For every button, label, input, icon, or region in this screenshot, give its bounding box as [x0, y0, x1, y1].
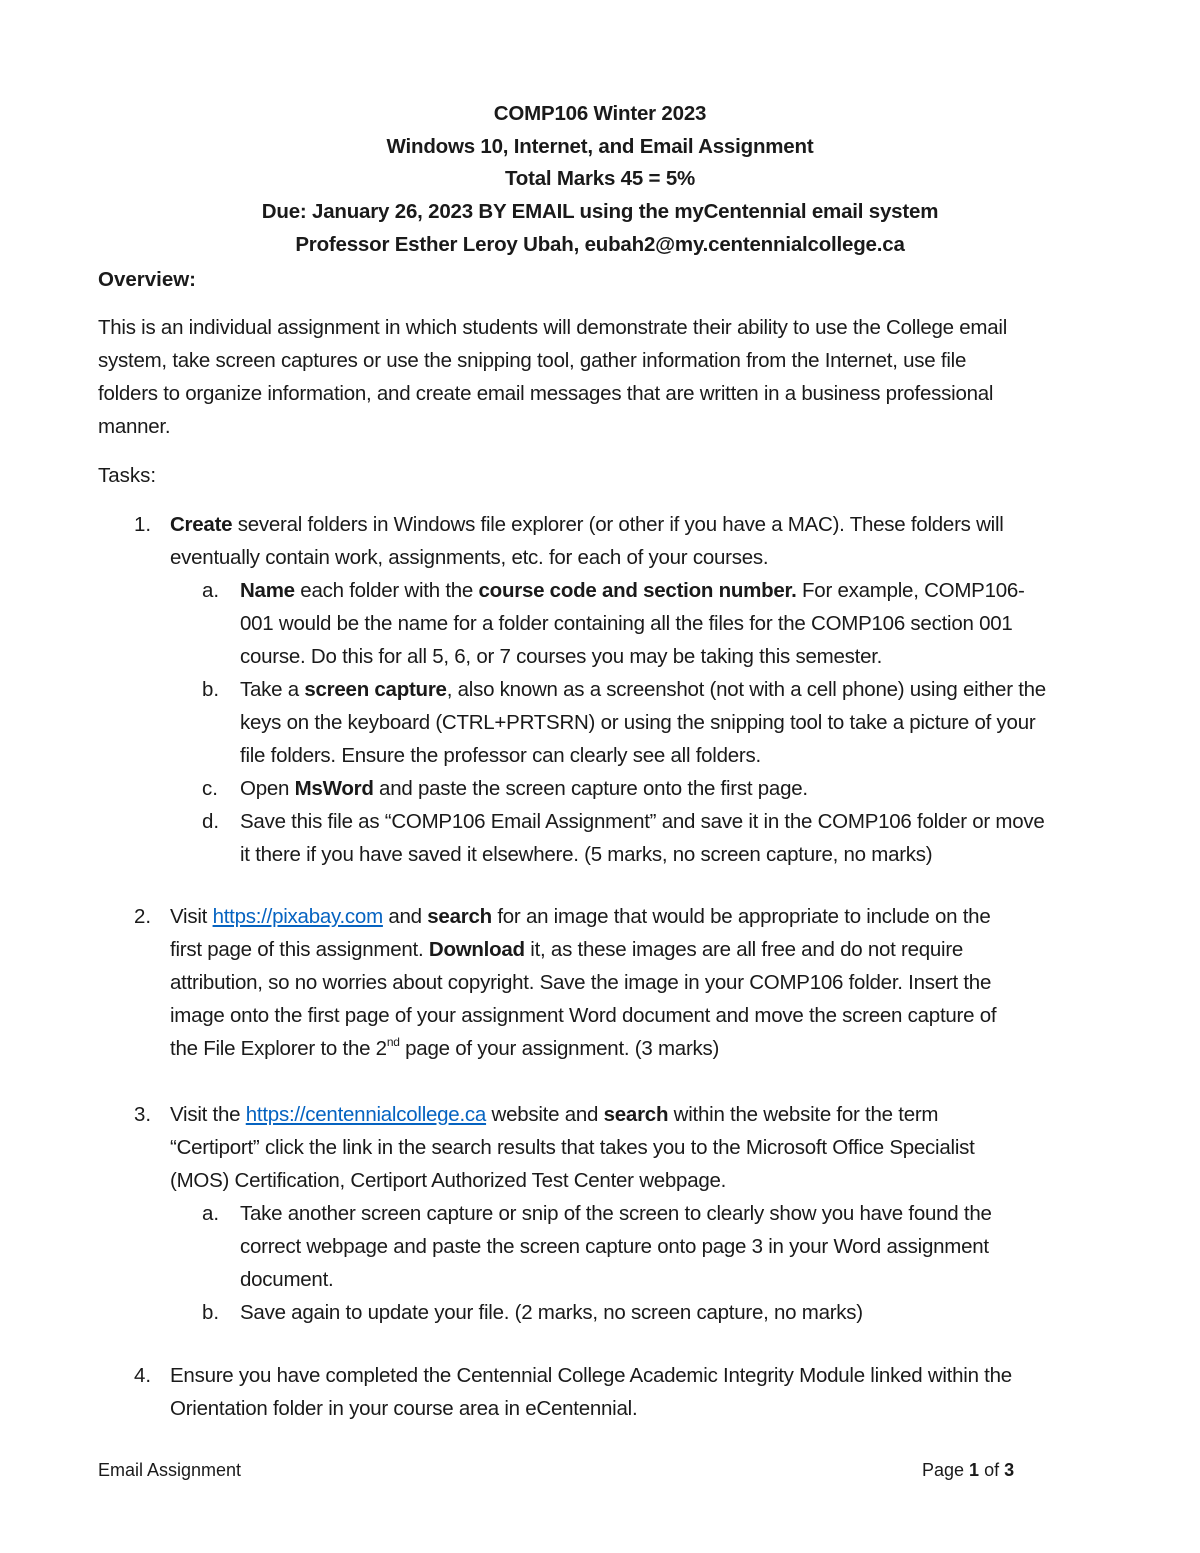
overview-line: folders to organize information, and create email messages that are written in a business professional: [98, 382, 994, 405]
assignment-title: Windows 10, Internet, and Email Assignment: [386, 134, 814, 158]
total-marks: Total Marks 45 = 5%: [504, 167, 696, 191]
task-line: 001 would be the name for a folder containing all the files for the COMP106 section 001: [240, 612, 1013, 635]
task-1a-text: [240, 574, 1025, 673]
task-line: Save this file as “COMP106 Email Assignment” and save it in the COMP106 folder or move: [240, 810, 1045, 833]
emphasis: screen capture: [304, 678, 447, 701]
task-line: Ensure you have completed the Centennial College Academic Integrity Module linked within the: [170, 1364, 1012, 1387]
centennial-link[interactable]: https://centennialcollege.ca: [245, 1103, 487, 1126]
task-line: [240, 673, 1046, 706]
current-page: 1: [969, 1460, 980, 1480]
pixabay-link[interactable]: https://pixabay.com: [212, 905, 383, 928]
overview-line: This is an individual assignment in which students will demonstrate their ability to use the College email: [98, 316, 1007, 339]
task-line: [170, 933, 996, 966]
text-run: first page of this assignment.: [170, 938, 429, 961]
task-line: attribution, so no worries about copyright. Save the image in your COMP106 folder. Insert the: [170, 971, 992, 994]
task-line: file folders. Ensure the professor can clearly see all folders.: [240, 744, 761, 767]
task-line: (MOS) Certification, Certiport Authorized Test Center webpage.: [170, 1169, 727, 1192]
task-3-number: 3.: [134, 1103, 152, 1126]
task-line: “Certiport” click the link in the search results that takes you to the Microsoft Office Specialist: [170, 1136, 975, 1159]
task-1-number: 1.: [134, 513, 152, 536]
task-line: image onto the first page of your assignment Word document and move the screen capture of: [170, 1004, 997, 1027]
task-4-text: [170, 1359, 1012, 1425]
task-3b-text: [240, 1296, 863, 1329]
text-run: , also known as a screenshot (not with a cell phone) using either the: [446, 678, 1046, 701]
task-1d-marker: d.: [202, 810, 220, 833]
task-3a-marker: a.: [202, 1202, 220, 1225]
text-run: Open: [240, 777, 295, 800]
course-title: COMP106 Winter 2023: [493, 102, 707, 125]
task-line: Take another screen capture or snip of the screen to clearly show you have found the: [240, 1202, 992, 1225]
task-line: [240, 574, 1025, 607]
task-line: [240, 772, 808, 805]
text-run: and: [382, 905, 428, 928]
task-line: Save again to update your file. (2 marks, no screen capture, no marks): [240, 1301, 863, 1324]
emphasis: search: [427, 905, 492, 928]
text-run: Page: [922, 1460, 970, 1480]
task-line: [170, 508, 1004, 541]
text-run: and paste the screen capture onto the first page.: [373, 777, 808, 800]
overview-line: system, take screen captures or use the snipping tool, gather information from the Internet, use file: [98, 349, 967, 372]
text-run: for an image that would be appropriate to include on the: [491, 905, 991, 928]
text-run: it, as these images are all free and do not require: [524, 938, 964, 961]
professor-info: Professor Esther Leroy Ubah, eubah2@my.centennialcollege.ca: [295, 232, 905, 256]
text-run: several folders in Windows file explorer (or other if you have a MAC). These folders will: [232, 513, 1004, 536]
text-run: Visit the: [170, 1103, 246, 1126]
task-1b-text: [240, 673, 1046, 772]
overview-heading: Overview:: [98, 268, 196, 291]
task-line: Orientation folder in your course area in eCentennial.: [170, 1397, 638, 1420]
text-run: the File Explorer to the 2: [170, 1037, 387, 1060]
task-line: [170, 900, 996, 933]
task-line: keys on the keyboard (CTRL+PRTSRN) or using the snipping tool to take a picture of your: [240, 711, 1036, 734]
task-line: eventually contain work, assignments, etc. for each of your courses.: [170, 546, 769, 569]
footer-title: Email Assignment: [98, 1460, 242, 1480]
superscript: nd: [386, 1035, 400, 1049]
task-line: document.: [240, 1268, 334, 1291]
emphasis: Name: [240, 579, 295, 602]
text-run: Visit: [170, 905, 213, 928]
task-1a-marker: a.: [202, 579, 220, 602]
text-run: For example, COMP106-: [796, 579, 1025, 602]
overview-line: manner.: [98, 415, 171, 438]
emphasis: Download: [428, 938, 525, 961]
emphasis: search: [603, 1103, 669, 1126]
task-line: it there if you have saved it elsewhere. (5 marks, no screen capture, no marks): [240, 843, 933, 866]
task-4-number: 4.: [134, 1364, 152, 1387]
task-3a-text: [240, 1197, 992, 1296]
tasks-heading: Tasks:: [98, 464, 157, 487]
task-line: [170, 1098, 975, 1131]
task-2-number: 2.: [134, 905, 152, 928]
task-line: course. Do this for all 5, 6, or 7 courses you may be taking this semester.: [240, 645, 883, 668]
emphasis: MsWord: [294, 777, 374, 800]
text-run: page of your assignment. (3 marks): [399, 1037, 720, 1060]
document-header: [0, 98, 1200, 262]
page-number: [922, 1456, 1014, 1484]
overview-paragraph: [98, 311, 1108, 443]
text-run: website and: [486, 1103, 604, 1126]
task-1c-marker: c.: [202, 777, 218, 800]
text-run: Take a: [240, 678, 305, 701]
task-1b-marker: b.: [202, 678, 220, 701]
text-run: of: [979, 1460, 1005, 1480]
task-line: correct webpage and paste the screen capture onto page 3 in your Word assignment: [240, 1235, 989, 1258]
emphasis: course code and section number.: [478, 579, 797, 602]
task-2-text: [170, 900, 996, 1065]
task-3-text: [170, 1098, 975, 1197]
task-1-text: [170, 508, 1004, 574]
emphasis: Create: [170, 513, 233, 536]
total-pages: 3: [1004, 1460, 1015, 1480]
due-date: Due: January 26, 2023 BY EMAIL using the myCentennial email system: [261, 200, 939, 224]
task-1c-text: [240, 772, 808, 805]
text-run: each folder with the: [294, 579, 479, 602]
task-1d-text: [240, 805, 1045, 871]
task-3b-marker: b.: [202, 1301, 220, 1324]
task-line: [170, 1032, 996, 1065]
text-run: within the website for the term: [668, 1103, 939, 1126]
